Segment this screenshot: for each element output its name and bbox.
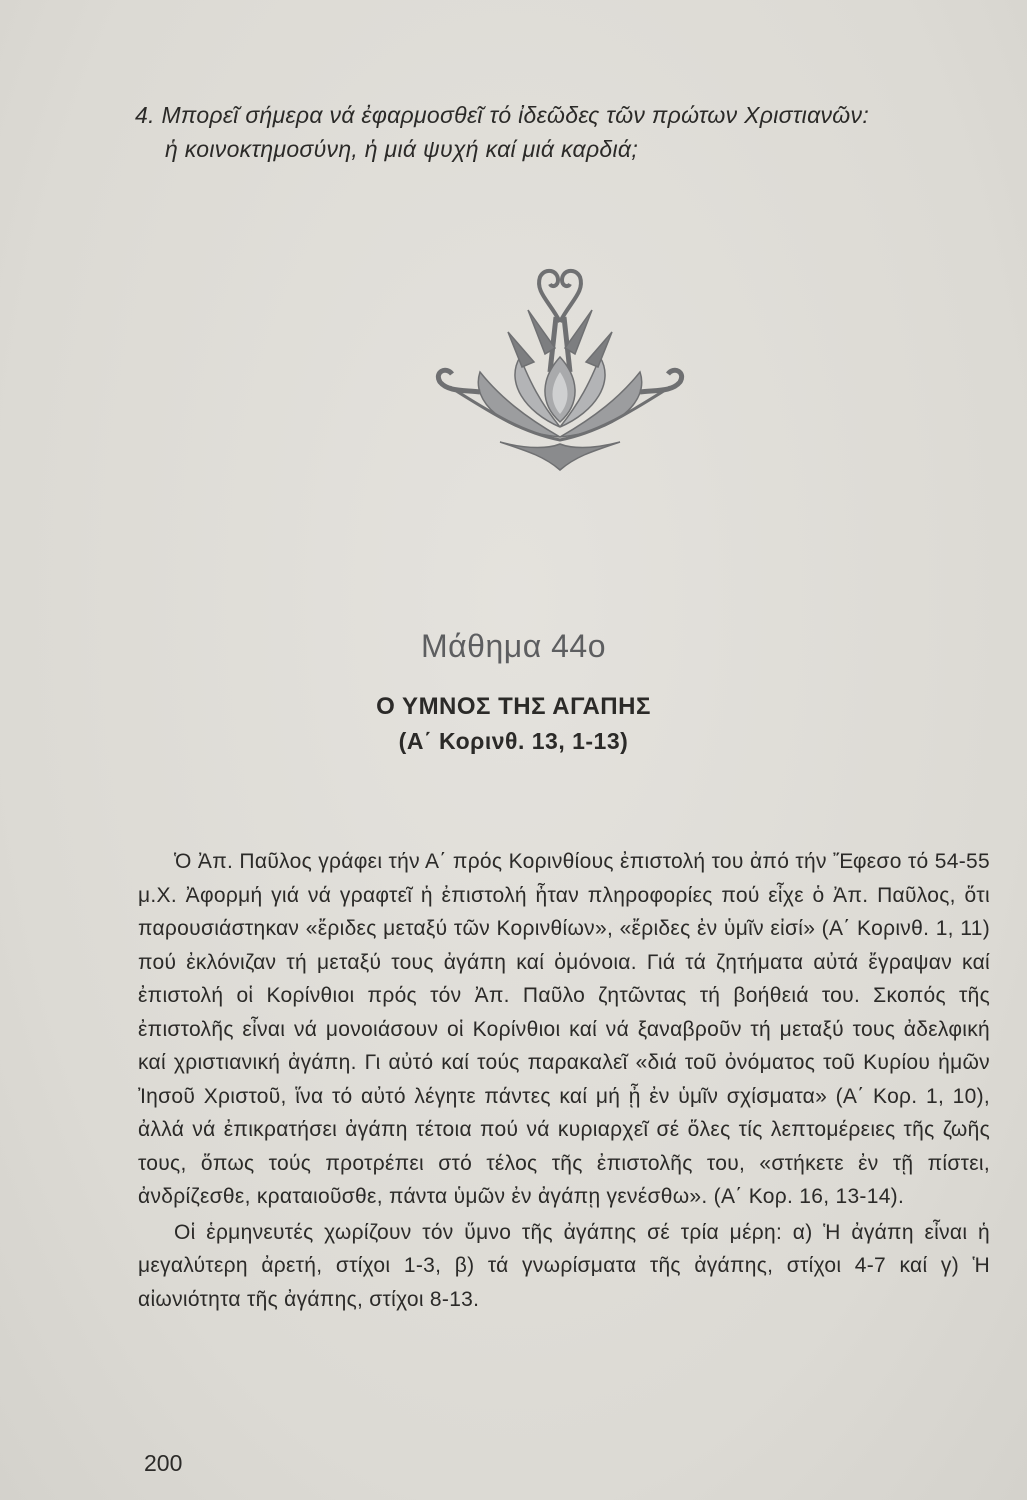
review-question xyxy=(135,98,995,166)
hymn-title: Ο ΥΜΝΟΣ ΤΗΣ ΑΓΑΠΗΣ xyxy=(376,693,651,720)
paragraph-2: Οἱ ἑρμηνευτές χωρίζουν τόν ὕμνο τῆς ἀγάπης σέ τρία μέρη: α) Ἡ ἀγάπη εἶναι ἡ μεγαλύτερη ἀρετή, στίχοι 1-3, β) τά γνωρίσματα τῆς ἀγάπης, στίχοι 4-7 καί γ) Ἡ αἰωνιότητα τῆς ἀγάπης, στίχοι 8-13. xyxy=(138,1220,990,1311)
hymn-reference: (Α΄ Κορινθ. 13, 1-13) xyxy=(398,728,629,754)
paragraph-1: Ὁ Ἀπ. Παῦλος γράφει τήν Α΄ πρός Κορινθίους ἐπιστολή του ἀπό τήν Ἔφεσο τό 54-55 μ.Χ. Ἀφορμή γιά νά γραφτεῖ ἡ ἐπιστολή ἦταν πληροφορίες πού εἶχε ὁ Ἀπ. Παῦλος, ὅτι παρουσιάστηκαν «ἔριδες μεταξύ τῶν Κορινθίων», «ἔριδες ἐν ὑμῖν εἰσί» (Α΄ Κορινθ. 1, 11) πού ἐκλόνιζαν τή μεταξύ τους ἀγάπη καί ὁμόνοια. Γιά τά ζητήματα αὐτά ἔγραψαν καί ἐπιστολή οἱ Κορίνθιοι πρός τόν Ἀπ. Παῦλο ζητῶντας τή βοήθειά του. Σκοπός τῆς ἐπιστολῆς εἶναι νά μονοιάσουν οἱ Κορίνθιοι καί νά ξαναβροῦν τή μεταξύ τους ἀδελφική καί χριστιανική ἀγάπη. Γι αὐτό καί τούς παρακαλεῖ «διά τοῦ ὀνόματος τοῦ Κυρίου ἡμῶν Ἰησοῦ Χριστοῦ, ἵνα τό αὐτό λέγητε πάντες καί μή ᾖ ἐν ὑμῖν σχίσματα» (Α΄ Κορ. 1, 10), ἀλλά νά ἐπικρατήσει ἀγάπη τέτοια πού νά κυριαρχεῖ σέ ὅλες τίς λεπτομέρειες τῆς ζωῆς τους, ὅπως τούς προτρέπει στό τέλος τῆς ἐπιστολῆς του, «στήκετε ἐν τῇ πίστει, ἀνδρίζεσθε, κραταιοῦσθε, πάντα ὑμῶν ἐν ἀγάπῃ γενέσθω». (Α΄ Κορ. 16, 13-14). xyxy=(138,850,990,1208)
question-line-1: 4. Μπορεῖ σήμερα νά ἐφαρμοσθεῖ τό ἰδεῶδες τῶν πρώτων Χριστιανῶν: xyxy=(135,102,870,128)
body-text xyxy=(138,845,990,1316)
page-number: 200 xyxy=(144,1450,183,1476)
question-line-2: ἡ κοινοκτημοσύνη, ἡ μιά ψυχή καί μιά καρδιά; xyxy=(165,136,639,162)
lotus-ornament-icon xyxy=(410,262,710,472)
lesson-title: Μάθημα 44ο xyxy=(421,628,606,664)
